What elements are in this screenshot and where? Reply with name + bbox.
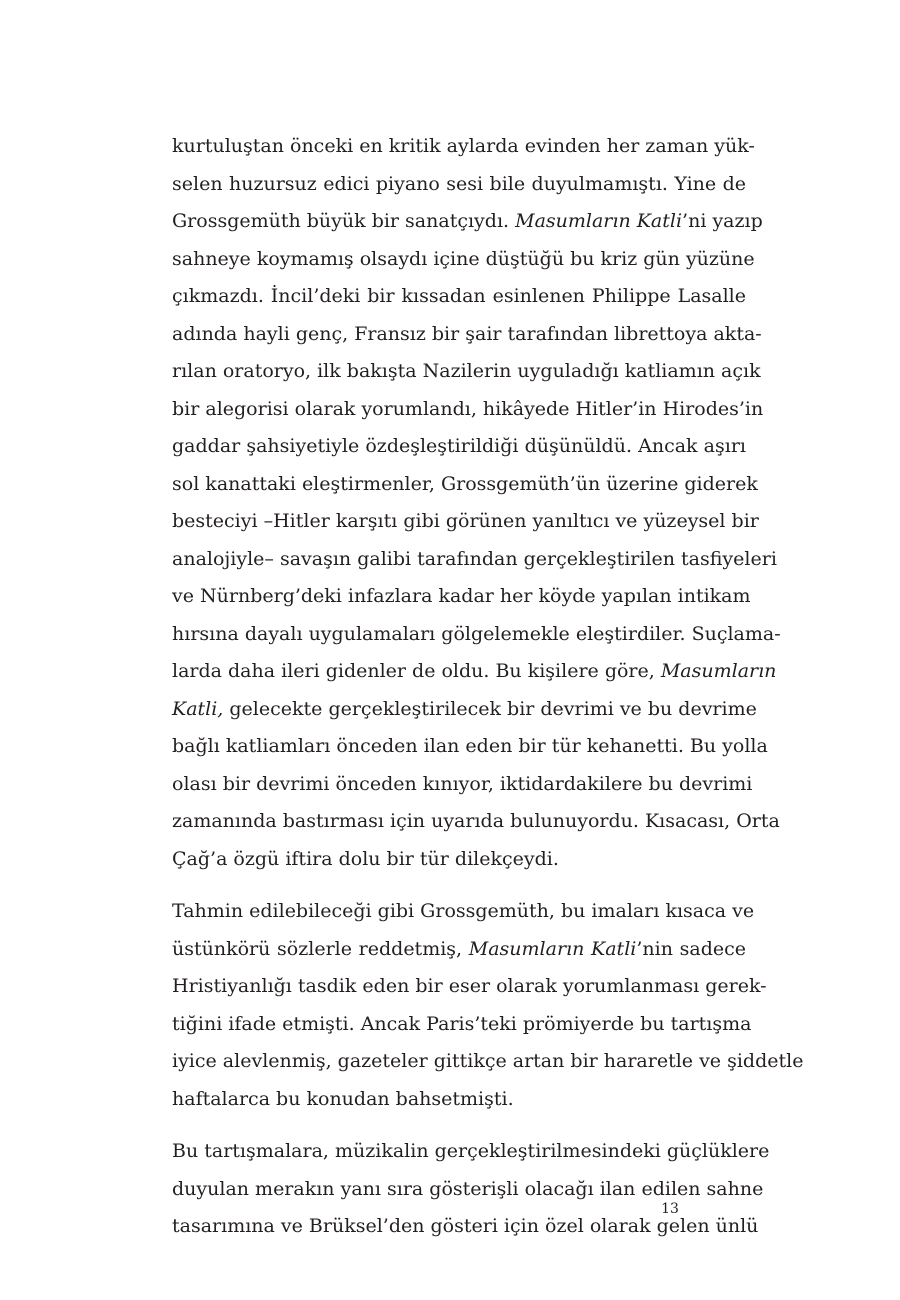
text-line <box>172 841 746 879</box>
text-segment: çıkmazdı. İncil’deki bir kıssadan esinlenen Philippe Lasalle <box>172 285 746 307</box>
text-line <box>172 203 763 241</box>
text-segment: sahneye koymamış olsaydı içine düştüğü bu kriz gün yüzüne <box>172 247 755 270</box>
text-segment: kurtuluştan önceki en kritik aylarda evinden her zaman yük- <box>172 135 755 157</box>
text-segment: üstünkörü sözlerle reddetmiş, <box>172 937 469 960</box>
text-line <box>172 931 746 969</box>
text-line <box>172 1081 746 1119</box>
text-line <box>172 353 761 391</box>
text-segment: besteciyi –Hitler karşıtı gibi görünen yanıltıcı ve yüzeysel bir <box>172 510 759 532</box>
text-line <box>172 578 751 616</box>
italic-title: Masumların <box>660 660 777 682</box>
text-line <box>172 316 762 354</box>
text-segment: tiğini ifade etmişti. Ancak Paris’teki prömiyerde bu tartışma <box>172 1012 752 1035</box>
text-segment: ’nin sadece <box>636 937 747 960</box>
text-line <box>172 1006 752 1044</box>
text-segment: hırsına dayalı uygulamaları gölgelemekle eleştirdiler. Suçlama- <box>172 622 781 645</box>
text-line <box>172 166 746 204</box>
text-segment: bağlı katliamları önceden ilan eden bir tür kehanetti. Bu yolla <box>172 735 768 757</box>
paragraph <box>172 128 781 878</box>
page-number: 13 <box>661 1201 679 1217</box>
text-line <box>172 428 746 466</box>
text-segment: Bu tartışmalara, müzikalin gerçekleştirilmesindeki güçlüklere <box>172 1140 770 1162</box>
text-line <box>172 803 780 841</box>
text-line <box>172 391 764 429</box>
text-line <box>172 466 758 504</box>
text-segment: Hristiyanlığı tasdik eden bir eser olarak yorumlanması gerek- <box>172 975 767 997</box>
text-segment: selen huzursuz edici piyano sesi bile duyulmamıştı. Yine de <box>172 172 746 195</box>
text-line <box>172 728 768 766</box>
text-line <box>172 1043 804 1081</box>
text-segment: duyulan merakın yanı sıra gösterişli olacağı ilan edilen sahne <box>172 1177 764 1200</box>
text-line <box>172 541 777 579</box>
italic-title: Katli, <box>172 697 224 720</box>
italic-title: Masumların Katli <box>515 210 683 232</box>
text-line <box>172 968 767 1006</box>
text-segment: gaddar şahsiyetiyle özdeşleştirildiği düşünüldü. Ancak aşırı <box>172 435 746 457</box>
text-segment: tasarımına ve Brüksel’den gösteri için özel olarak gelen ünlü <box>172 1215 759 1237</box>
text-segment: olası bir devrimi önceden kınıyor, iktidardakilere bu devrimi <box>172 772 753 795</box>
text-line <box>172 616 781 654</box>
body-text <box>172 128 804 1246</box>
text-segment: sol kanattaki eleştirmenler, Grossgemüth’ün üzerine giderek <box>172 472 758 495</box>
text-line <box>172 653 777 691</box>
text-segment: Tahmin edilebileceği gibi Grossgemüth, bu imaları kısaca ve <box>172 900 755 922</box>
text-segment: larda daha ileri gidenler de oldu. Bu kişilere göre, <box>172 660 661 682</box>
text-line <box>172 893 755 931</box>
text-segment: haftalarca bu konudan bahsetmişti. <box>172 1087 514 1110</box>
text-segment: gelecekte gerçekleştirilecek bir devrimi ve bu devrime <box>223 697 757 720</box>
text-line <box>172 241 755 279</box>
italic-title: Masumların Katli <box>468 937 637 960</box>
text-segment: rılan oratoryo, ilk bakışta Nazilerin uyguladığı katliamın açık <box>172 360 761 382</box>
text-line <box>172 278 746 316</box>
text-segment: ’ni yazıp <box>682 210 763 232</box>
text-segment: Çağ’a özgü iftira dolu bir tür dilekçeydi. <box>172 847 559 870</box>
text-segment: Grossgemüth büyük bir sanatçıydı. <box>172 210 516 232</box>
paragraph <box>172 1133 770 1246</box>
text-line <box>172 503 759 541</box>
paragraph <box>172 893 804 1118</box>
text-line <box>172 1133 770 1171</box>
text-segment: zamanında bastırması için uyarıda bulunuyordu. Kısacası, Orta <box>172 810 780 832</box>
text-line <box>172 766 753 804</box>
text-line <box>172 128 755 166</box>
text-segment: analojiyle– savaşın galibi tarafından gerçekleştirilen tasfiyeleri <box>172 547 777 570</box>
text-segment: bir alegorisi olarak yorumlandı, hikâyede Hitler’in Hirodes’in <box>172 397 764 420</box>
text-segment: ve Nürnberg’deki infazlara kadar her köyde yapılan intikam <box>172 585 751 607</box>
text-line <box>172 691 757 729</box>
text-segment: iyice alevlenmiş, gazeteler gittikçe artan bir hararetle ve şiddetle <box>172 1050 804 1072</box>
text-segment: adında hayli genç, Fransız bir şair tarafından librettoya akta- <box>172 322 762 345</box>
